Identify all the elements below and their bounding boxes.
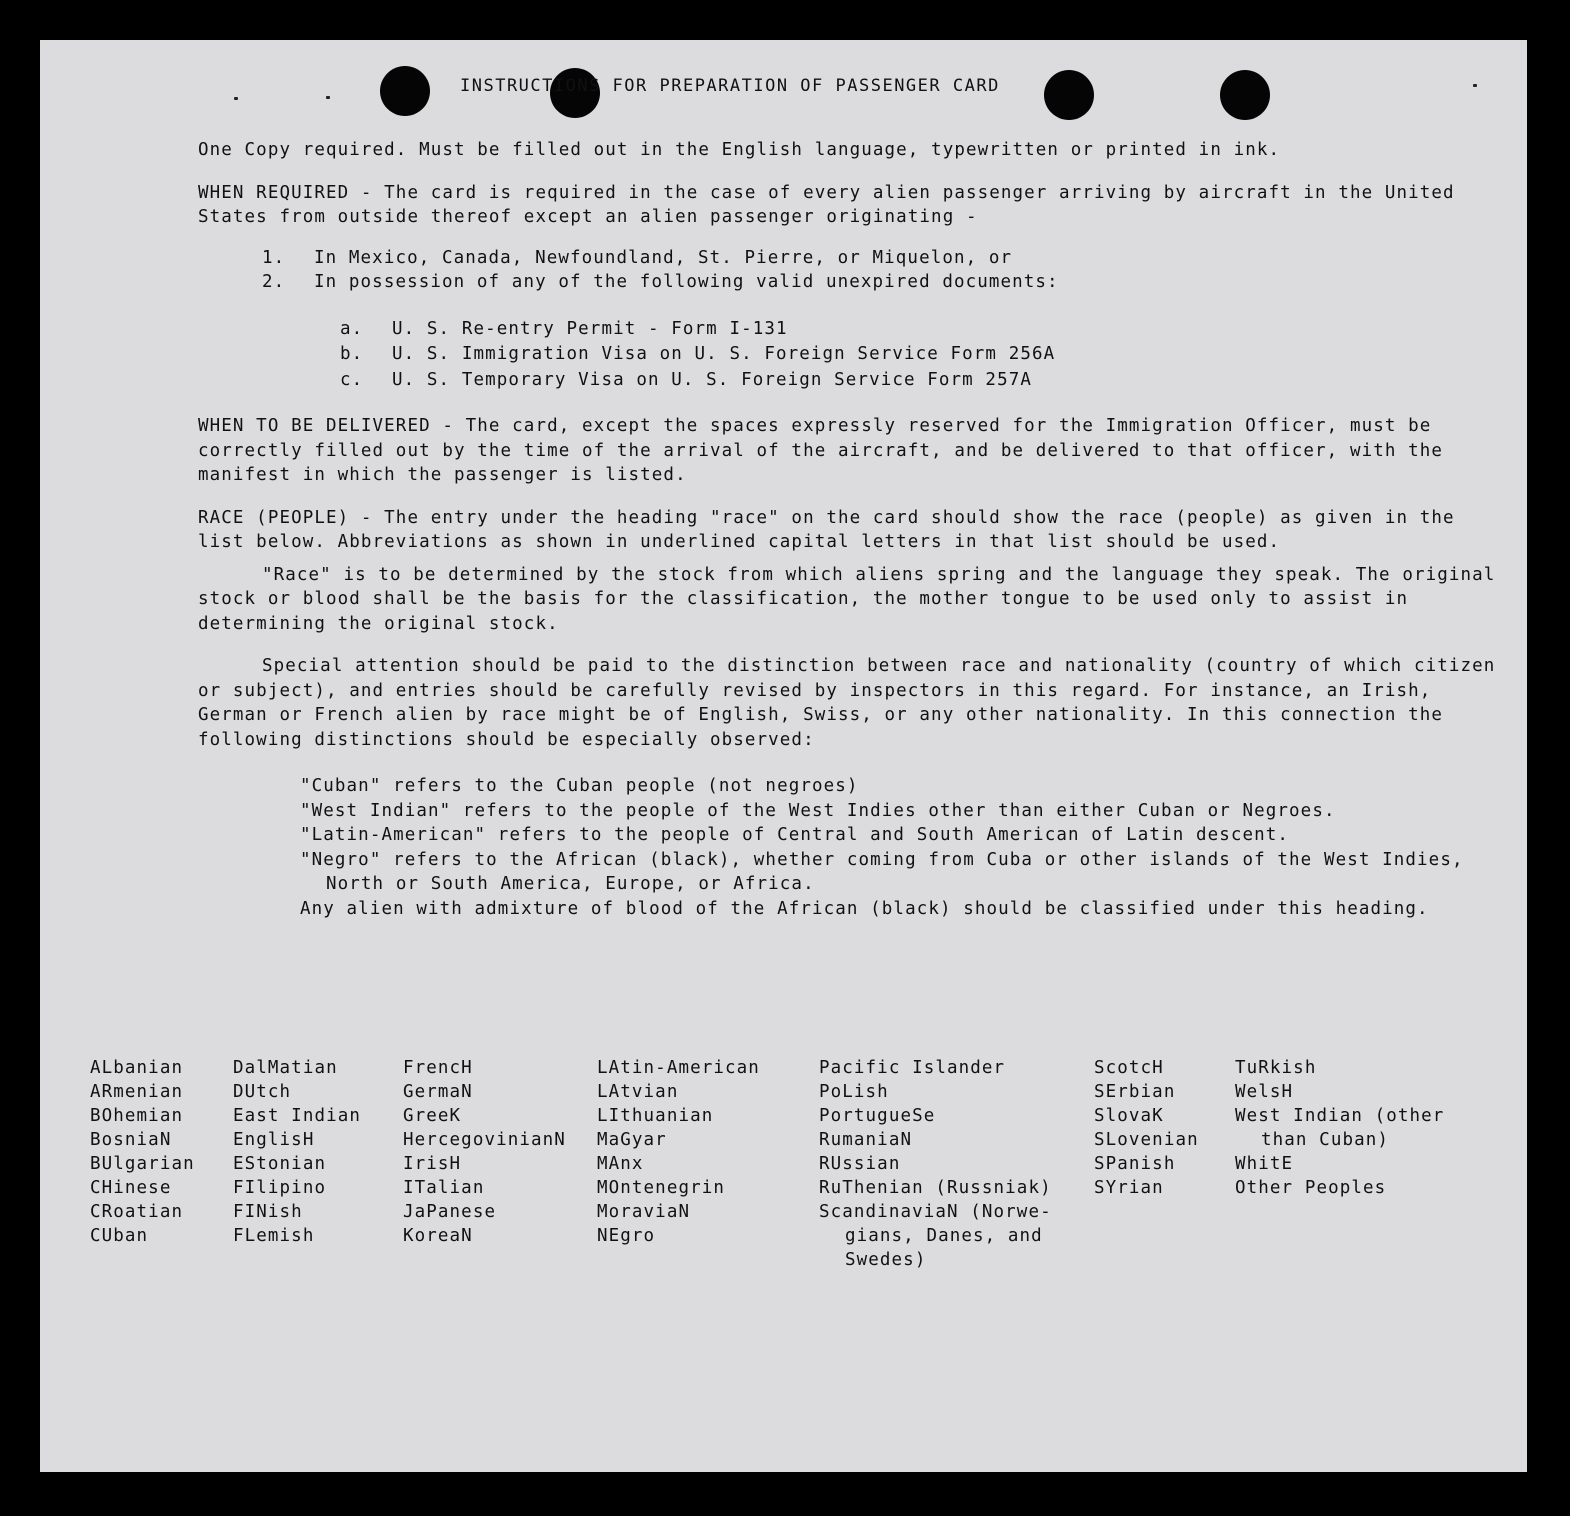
race-item: Pacific Islander — [819, 1058, 1006, 1078]
punch-hole-4 — [1220, 70, 1270, 120]
race-item: East Indian — [233, 1106, 361, 1126]
race-item: FLemish — [233, 1226, 315, 1246]
race-item: DalMatian — [233, 1058, 338, 1078]
document-page — [40, 40, 1527, 1472]
intro-paragraph: One Copy required. Must be filled out in the English language, typewritten or printed in ink. — [198, 140, 1281, 160]
definition-item: Any alien with admixture of blood of the African (black) should be classified under this heading. — [300, 898, 1429, 919]
race-list — [90, 1056, 1510, 1296]
race-item: West Indian (other — [1235, 1106, 1445, 1126]
race-item: EStonian — [233, 1154, 327, 1174]
race-column-2 — [233, 1056, 361, 1248]
race-item: ScandinaviaN (Norwe- — [819, 1202, 1052, 1222]
race-determined-paragraph: "Race" is to be determined by the stock from which aliens spring and the language they speak. The original stock or blood shall be the basis for the classification, the mother tongue to be used only to assist in determining the original stock. — [198, 564, 1496, 634]
race-item: RUssian — [819, 1154, 901, 1174]
race-item: LAtvian — [597, 1082, 679, 1102]
race-item: SErbian — [1094, 1082, 1176, 1102]
when-delivered-paragraph: WHEN TO BE DELIVERED - The card, except the spaces expressly reserved for the Immigration Officer, must be correctly filled out by the time of the arrival of the aircraft, and be delivered to that officer, with the manifest in which the passenger is listed. — [198, 416, 1444, 485]
race-paragraph: RACE (PEOPLE) - The entry under the heading "race" on the card should show the race (people) as given in the list below. Abbreviations as shown in underlined capital letters in that list should be used. — [198, 507, 1455, 552]
race-item: PoLish — [819, 1082, 889, 1102]
race-column-4 — [597, 1056, 760, 1248]
race-item: JaPanese — [403, 1202, 497, 1222]
race-column-7 — [1235, 1056, 1444, 1200]
race-item: PortugueSe — [819, 1106, 936, 1126]
race-item: RumaniaN — [819, 1130, 913, 1150]
race-item: BosniaN — [90, 1130, 172, 1150]
speck — [234, 97, 238, 100]
race-item: DUtch — [233, 1082, 292, 1102]
race-item: BUlgarian — [90, 1154, 195, 1174]
instructions-body — [198, 138, 1498, 921]
race-item: ALbanian — [90, 1058, 184, 1078]
race-item: IrisH — [403, 1154, 462, 1174]
race-item: ITalian — [403, 1178, 485, 1198]
race-item: SlovaK — [1094, 1106, 1164, 1126]
race-item: WhitE — [1235, 1154, 1294, 1174]
definitions-list — [300, 774, 1498, 921]
race-item: CHinese — [90, 1178, 172, 1198]
race-item: KoreaN — [403, 1226, 473, 1246]
punch-hole-3 — [1044, 70, 1094, 120]
when-required-paragraph: WHEN REQUIRED - The card is required in the case of every alien passenger arriving by aircraft in the United States from outside thereof except an alien passenger originating - — [198, 182, 1455, 227]
race-item: CRoatian — [90, 1202, 184, 1222]
race-item: EnglisH — [233, 1130, 315, 1150]
race-column-3 — [403, 1056, 566, 1248]
list-item: 1. In Mexico, Canada, Newfoundland, St. Pierre, or Miquelon, or — [262, 247, 1013, 268]
list-item: b. U. S. Immigration Visa on U. S. Foreign Service Form 256A — [340, 344, 1056, 364]
race-item: RuThenian (Russniak) — [819, 1178, 1052, 1198]
speck — [326, 96, 330, 99]
special-attention-paragraph: Special attention should be paid to the distinction between race and nationality (country of which citizen or subject), and entries should be carefully revised by inspectors in this regard. For instance, an Irish, German or French alien by race might be of English, Swiss, or any other nationality. In this connection the following distinctions should be especially observed: — [198, 656, 1496, 750]
definition-item: "Latin-American" refers to the people of Central and South American of Latin descent. — [300, 825, 1290, 845]
race-item: TuRkish — [1235, 1058, 1317, 1078]
race-item: MAnx — [597, 1154, 644, 1174]
race-item: LIthuanian — [597, 1106, 714, 1126]
race-item: HercegovinianN — [403, 1130, 566, 1150]
race-item: MoraviaN — [597, 1202, 691, 1222]
race-item: CUban — [90, 1226, 149, 1246]
race-column-6 — [1094, 1056, 1199, 1200]
race-item: SYrian — [1094, 1178, 1164, 1198]
definition-item: "Cuban" refers to the Cuban people (not negroes) — [300, 776, 859, 796]
race-column-1 — [90, 1056, 195, 1248]
race-item: GermaN — [403, 1082, 473, 1102]
punch-hole-1 — [380, 66, 430, 116]
list-item: 2. In possession of any of the following valid unexpired documents: — [262, 272, 1059, 292]
race-item: ScotcH — [1094, 1058, 1164, 1078]
race-item: FrencH — [403, 1058, 473, 1078]
origin-list — [262, 246, 1498, 295]
race-item: NEgro — [597, 1226, 656, 1246]
definition-item: "Negro" refers to the African (black), whether coming from Cuba or other islands of the West Indies, North or South America, Europe, or Africa. — [300, 849, 1464, 894]
race-item: BOhemian — [90, 1106, 184, 1126]
race-item: GreeK — [403, 1106, 462, 1126]
list-item: a. U. S. Re-entry Permit - Form I-131 — [340, 318, 788, 339]
race-item-continuation: than Cuban) — [1261, 1130, 1389, 1150]
race-item: ARmenian — [90, 1082, 184, 1102]
page-title: INSTRUCTIONS FOR PREPARATION OF PASSENGER CARD — [460, 76, 1000, 96]
definition-item: "West Indian" refers to the people of the West Indies other than either Cuban or Negroes. — [300, 800, 1336, 821]
race-item: SLovenian — [1094, 1130, 1199, 1150]
race-item: Other Peoples — [1235, 1178, 1387, 1198]
speck — [1473, 84, 1477, 87]
race-item: MOntenegrin — [597, 1178, 725, 1198]
race-item: FIlipino — [233, 1178, 327, 1198]
race-column-5 — [819, 1056, 1052, 1272]
race-item-continuation: Swedes) — [845, 1250, 927, 1270]
race-item-continuation: gians, Danes, and — [845, 1226, 1043, 1246]
list-item: c. U. S. Temporary Visa on U. S. Foreign Service Form 257A — [340, 369, 1032, 390]
race-item: FINish — [233, 1202, 303, 1222]
race-item: MaGyar — [597, 1130, 667, 1150]
documents-list — [340, 317, 1498, 393]
race-item: LAtin-American — [597, 1058, 760, 1078]
race-item: SPanish — [1094, 1154, 1176, 1174]
race-item: WelsH — [1235, 1082, 1294, 1102]
